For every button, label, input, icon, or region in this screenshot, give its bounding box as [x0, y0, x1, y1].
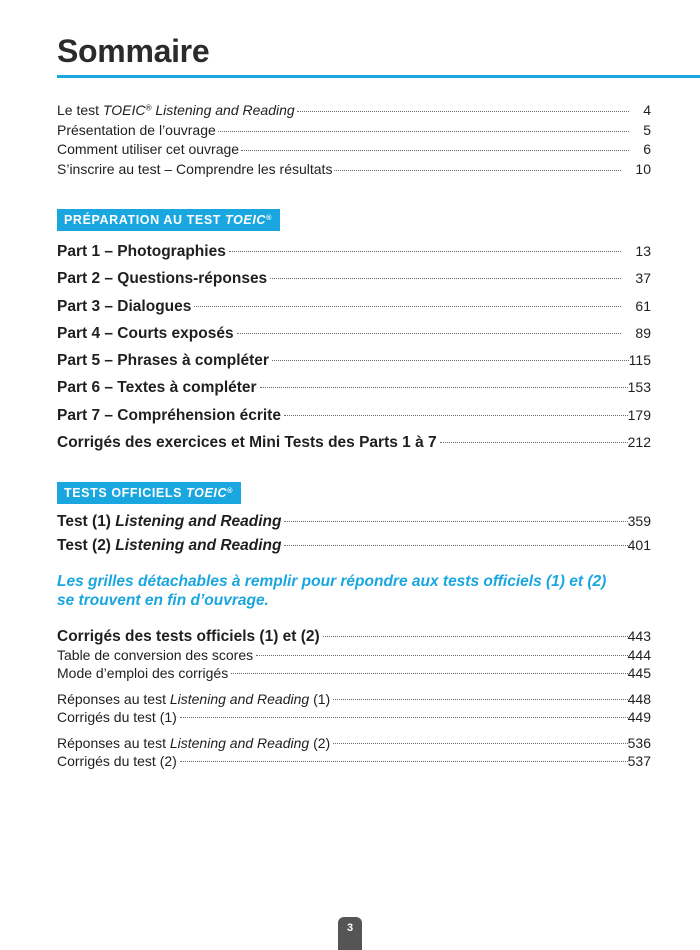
toc-entry-label: Test (2) Listening and Reading: [57, 537, 282, 554]
dot-leader: [194, 306, 621, 307]
toc-page-number: 443: [627, 628, 651, 644]
dot-leader: [284, 415, 628, 416]
dot-leader: [218, 131, 629, 132]
toc-page-number: 448: [627, 691, 651, 707]
toc-page-number: 5: [643, 121, 651, 138]
toc-page-number: 37: [635, 270, 651, 287]
toc-entry-label: Mode d’emploi des corrigés: [57, 665, 229, 682]
note-line-1: Les grilles détachables à remplir pour répondre aux tests officiels (1) et (2): [57, 573, 607, 590]
toc-entry-corrections-parts[interactable]: [57, 429, 651, 456]
dot-leader: [180, 717, 628, 718]
toc-page-number: 61: [635, 297, 651, 314]
title-rule: [57, 75, 700, 78]
toc-entry-label: Corrigés du test (1): [57, 709, 177, 726]
toc-page-number: 115: [628, 352, 651, 369]
dot-leader: [284, 521, 627, 522]
toc-page-number: 89: [635, 324, 651, 341]
dot-leader: [270, 278, 621, 279]
dot-leader: [260, 387, 628, 388]
toc-entry-corrections-guide[interactable]: [57, 664, 651, 682]
toc-entry-label: S’inscrire au test – Comprendre les résultats: [57, 160, 333, 177]
toc-entry-label: Part 1 – Photographies: [57, 243, 226, 260]
toc-entry-label: Corrigés des exercices et Mini Tests des Parts 1 à 7: [57, 434, 437, 452]
section-header-official-tests: TESTS OFFICIELS TOEIC®: [57, 482, 241, 504]
toc-entry-label: Comment utiliser cet ouvrage: [57, 141, 240, 157]
toc-entry-part-4[interactable]: [57, 320, 651, 347]
answers-group-2: [57, 690, 651, 727]
toc-page-number: 10: [635, 160, 651, 177]
toc-page-number: 212: [627, 434, 651, 451]
dot-leader: [272, 360, 629, 361]
dot-leader: [231, 673, 627, 674]
dot-leader: [256, 655, 628, 656]
dot-leader: [229, 251, 622, 252]
detachable-sheets-note: [57, 572, 657, 610]
toc-entry-answers-test-1[interactable]: [57, 690, 651, 708]
toc-page-number: 445: [627, 665, 651, 682]
toc-entry-part-2[interactable]: [57, 265, 651, 292]
dot-leader: [334, 170, 621, 171]
toc-entry-label: Part 3 – Dialogues: [57, 297, 192, 315]
toc-entry-label: Corrigés du test (2): [57, 753, 177, 770]
toc-page-number: 179: [627, 406, 651, 423]
dot-leader: [241, 150, 629, 151]
toc-entry-label: Le test TOEIC® Listening and Reading: [57, 102, 295, 118]
toc-entry-label: Part 4 – Courts exposés: [57, 324, 234, 342]
toc-entry-label: Table de conversion des scores: [57, 647, 254, 663]
toc-page-number: 537: [627, 753, 651, 770]
dot-leader: [284, 545, 627, 546]
official-tests-list: [57, 509, 651, 557]
toc-entry-label: Part 5 – Phrases à compléter: [57, 352, 269, 370]
page-title: Sommaire: [57, 33, 210, 69]
answers-group-1: [57, 626, 651, 683]
toc-page-number: 4: [643, 102, 651, 118]
toc-entry-label: Réponses au test Listening and Reading (2): [57, 735, 331, 751]
dot-leader: [297, 111, 630, 112]
toc-entry-label: Test (1) Listening and Reading: [57, 513, 282, 530]
toc-page-number: 536: [627, 735, 651, 751]
toc-entry-registration[interactable]: [57, 160, 651, 180]
toc-page-number: 359: [627, 513, 651, 529]
dot-leader: [237, 333, 622, 334]
toc-entry-part-5[interactable]: [57, 347, 651, 374]
toc-entry-label: Réponses au test Listening and Reading (1): [57, 691, 331, 707]
dot-leader: [333, 699, 627, 700]
toc-entry-score-table[interactable]: [57, 646, 651, 664]
dot-leader: [323, 636, 628, 637]
toc-page-number: 13: [635, 243, 651, 259]
dot-leader: [180, 761, 628, 762]
toc-entry-how-to-use[interactable]: [57, 140, 651, 160]
section-header-preparation: PRÉPARATION AU TEST TOEIC®: [57, 209, 280, 231]
intro-list: [57, 101, 651, 179]
dot-leader: [440, 442, 628, 443]
toc-entry-label: Part 6 – Textes à compléter: [57, 379, 257, 397]
answers-group-3: [57, 734, 651, 771]
toc-entry-label: Présentation de l’ouvrage: [57, 121, 216, 138]
toc-entry-toeic-test[interactable]: [57, 101, 651, 121]
toc-page-number: 6: [643, 141, 651, 157]
toc-entry-part-3[interactable]: [57, 293, 651, 320]
toc-entry-label: Corrigés des tests officiels (1) et (2): [57, 628, 320, 645]
toc-entry-presentation[interactable]: [57, 121, 651, 141]
toc-entry-test-1[interactable]: [57, 509, 651, 533]
note-line-2: se trouvent en fin d’ouvrage.: [57, 592, 269, 609]
toc-page-number: 444: [627, 647, 651, 663]
toc-entry-part-1[interactable]: [57, 238, 651, 265]
toc-entry-label: Part 7 – Compréhension écrite: [57, 406, 281, 424]
toc-page-number: 401: [627, 537, 651, 553]
preparation-list: [57, 238, 651, 456]
dot-leader: [333, 743, 627, 744]
toc-entry-corrections-test-2[interactable]: [57, 752, 651, 770]
toc-entry-official-corrections[interactable]: [57, 626, 651, 646]
toc-entry-test-2[interactable]: [57, 533, 651, 557]
toc-page-number: 449: [627, 709, 651, 726]
page-number-tab: 3: [338, 917, 362, 950]
toc-entry-corrections-test-1[interactable]: [57, 708, 651, 726]
toc-entry-part-6[interactable]: [57, 374, 651, 401]
toc-page-number: 153: [627, 379, 651, 396]
toc-entry-part-7[interactable]: [57, 402, 651, 429]
toc-entry-label: Part 2 – Questions-réponses: [57, 270, 268, 288]
toc-entry-answers-test-2[interactable]: [57, 734, 651, 752]
